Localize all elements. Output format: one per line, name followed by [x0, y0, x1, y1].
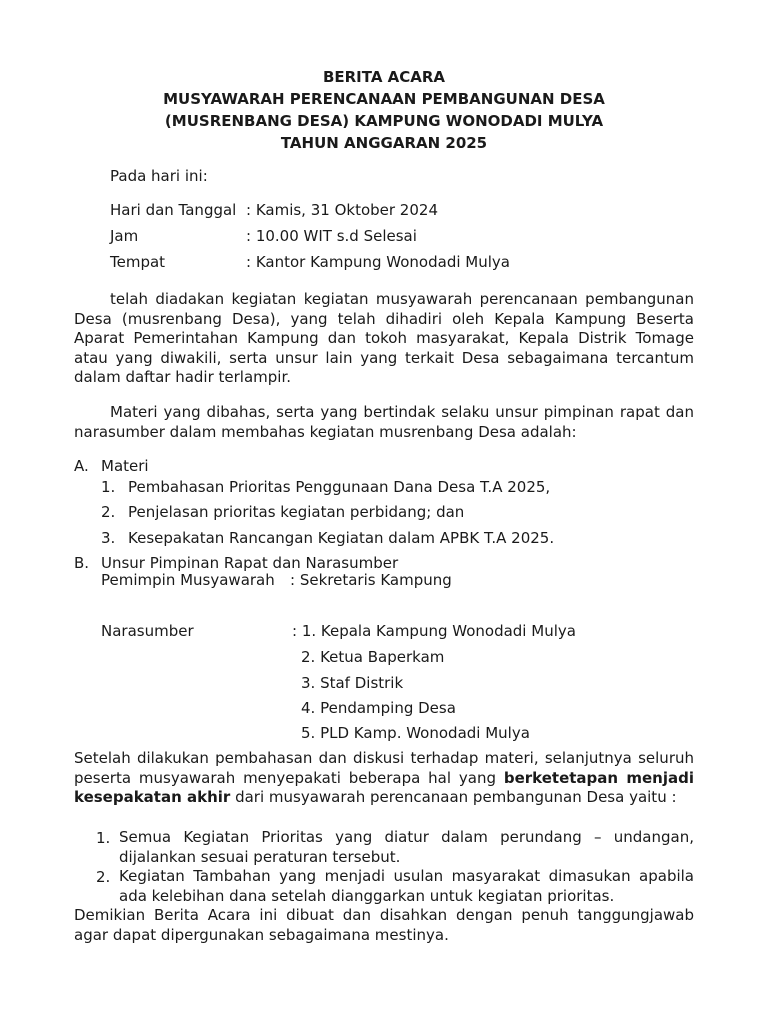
- speaker-item-1: : 1. Kepala Kampung Wonodadi Mulya: [292, 622, 576, 640]
- detail-label-time: Jam: [110, 227, 139, 245]
- detail-value-date: : Kamis, 31 Oktober 2024: [246, 201, 438, 219]
- material-item-3-num: 3.: [101, 529, 116, 547]
- speaker-item-2: 2. Ketua Baperkam: [301, 648, 445, 666]
- section-b-marker: B.: [74, 554, 90, 572]
- agreement-item-1-text: Semua Kegiatan Prioritas yang diatur dalam perundang – undangan, dijalankan sesuai peraturan tersebut.: [119, 828, 694, 866]
- intro-text: Pada hari ini:: [110, 167, 208, 185]
- title-line-1: BERITA ACARA: [322, 68, 446, 86]
- agreement-item-2-text: Kegiatan Tambahan yang menjadi usulan masyarakat dimasukan apabila ada kelebihan dana setelah dianggarkan untuk kegiatan prioritas.: [119, 867, 694, 905]
- detail-value-place: : Kantor Kampung Wonodadi Mulya: [246, 253, 510, 271]
- title-line-2: MUSYAWARAH PERENCANAAN PEMBANGUNAN DESA: [163, 90, 605, 108]
- paragraph-agreement-intro: Setelah dilakukan pembahasan dan diskusi terhadap materi, selanjutnya seluruh peserta musyawarah menyepakati beberapa hal yang berketetapan menjadi kesepakatan akhir dari musyawarah perencanaan pembangunan Desa yaitu :: [74, 749, 695, 806]
- title-line-3: (MUSRENBANG DESA) KAMPUNG WONODADI MULYA: [164, 112, 604, 130]
- detail-value-time: : 10.00 WIT s.d Selesai: [246, 227, 417, 245]
- section-a-marker: A.: [74, 457, 89, 475]
- material-item-1-text: Pembahasan Prioritas Penggunaan Dana Desa T.A 2025,: [128, 478, 551, 496]
- agreement-emphasis: berketetapan menjadi kesepakatan akhir: [74, 768, 695, 806]
- document-title: [0, 66, 768, 154]
- speaker-item-3: 3. Staf Distrik: [301, 674, 404, 692]
- leader-value: : Sekretaris Kampung: [290, 571, 452, 589]
- title-line-4: TAHUN ANGGARAN 2025: [280, 134, 488, 152]
- section-a-title: Materi: [101, 457, 149, 475]
- material-item-3-text: Kesepakatan Rancangan Kegiatan dalam APBK T.A 2025.: [128, 529, 555, 547]
- agreement-item-1-num: 1.: [96, 829, 111, 847]
- speaker-label: Narasumber: [101, 622, 194, 640]
- paragraph-materials-intro: Materi yang dibahas, serta yang bertindak selaku unsur pimpinan rapat dan narasumber dalam membahas kegiatan musrenbang Desa adalah:: [74, 403, 694, 441]
- material-item-1-num: 1.: [101, 478, 116, 496]
- material-item-2-num: 2.: [101, 503, 116, 521]
- section-b-title: Unsur Pimpinan Rapat dan Narasumber: [101, 554, 399, 572]
- speaker-item-5: 5. PLD Kamp. Wonodadi Mulya: [301, 724, 530, 742]
- leader-label: Pemimpin Musyawarah: [101, 571, 275, 589]
- paragraph-closing: Demikian Berita Acara ini dibuat dan disahkan dengan penuh tanggungjawab agar dapat dipergunakan sebagaimana mestinya.: [74, 906, 694, 944]
- detail-label-place: Tempat: [110, 253, 166, 271]
- speaker-item-4: 4. Pendamping Desa: [301, 699, 456, 717]
- material-item-2-text: Penjelasan prioritas kegiatan perbidang; dan: [128, 503, 465, 521]
- paragraph-opening: telah diadakan kegiatan kegiatan musyawarah perencanaan pembangunan Desa (musrenbang Desa), yang telah dihadiri oleh Kepala Kampung Beserta Aparat Pemerintahan Kampung dan tokoh masyarakat, Kepala Distrik Tomage atau yang diwakili, serta unsur lain yang terkait Desa sebagaimana tercantum dalam daftar hadir terlampir.: [74, 290, 694, 386]
- detail-label-date: Hari dan Tanggal: [110, 201, 237, 219]
- agreement-item-2-num: 2.: [96, 868, 111, 886]
